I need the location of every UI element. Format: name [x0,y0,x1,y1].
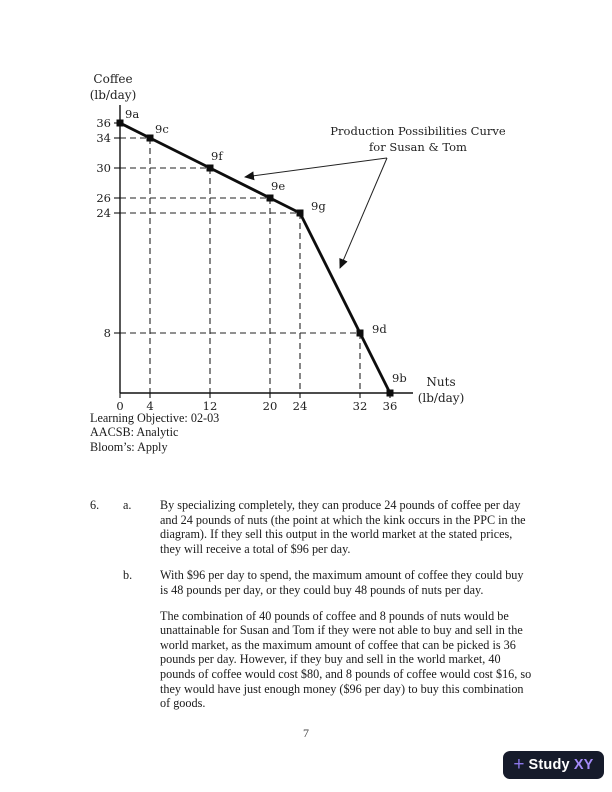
x-axis-title-line2: (lb/day) [417,391,465,405]
annotation-line2: for Susan & Tom [369,140,467,154]
part-a-paragraph-1: By specializing completely, they can produce 24 pounds of coffee per day and 24 pounds of nuts (the point at which the kink occurs in the PPC in the diagram). If they sell this output in the world market at the stated prices, they will receive a total of $96 per day. [160,498,526,556]
point-label-9a: 9a [125,107,140,121]
part-a-text [160,498,532,556]
point-label-9d: 9d [372,322,387,336]
point-marker-9g [297,210,304,217]
studyxy-logo[interactable] [503,751,604,779]
y-axis-title-line1: Coffee [93,72,133,86]
point-label-9e: 9e [271,179,286,193]
x-tick-label-0: 0 [116,399,124,410]
x-tick-label-24: 24 [292,399,308,410]
part-b-paragraph-1: With $96 per day to spend, the maximum amount of coffee they could buy is 48 pounds per day, or they could buy 48 pounds of nuts per day. [160,568,524,597]
question-part-a [90,498,527,556]
x-tick-label-36: 36 [382,399,398,410]
learning-objective-line: Learning Objective: 02-03 [90,411,220,425]
part-b-paragraph-2: The combination of 40 pounds of coffee and 8 pounds of nuts would be unattainable for Susan and Tom if they were not able to buy and sell in the world market, as the maximum amount of coffee that can be picked is 36 pounds per day. However, if they buy and sell in the world market, 40 pounds of coffee would cost $80, and 8 pounds of coffee would cost $16, so they would have just enough money ($96 per day) to buy this combination of goods. [160,608,532,711]
blooms-line: Bloom’s: Apply [90,439,168,454]
page-number: 7 [303,726,309,740]
question-6 [90,498,532,711]
part-b-letter: b. [123,568,133,583]
point-label-9b: 9b [392,371,407,385]
x-tick-label-20: 20 [262,399,278,410]
point-label-9c: 9c [155,122,169,136]
aacsb-line: AACSB: Analytic [90,425,179,440]
y-tick-label-24: 24 [96,206,111,220]
ppc-figure [35,60,505,410]
y-axis-title-line2: (lb/day) [89,88,137,102]
point-marker-9b [387,390,394,397]
y-tick-label-36: 36 [96,116,111,130]
y-tick-label-34: 34 [96,131,111,145]
point-marker-9d [357,330,364,337]
annotation-arrow-flat-segment [245,158,387,177]
point-marker-9a [117,120,124,127]
ppc-chart [35,60,505,410]
point-marker-9f [207,165,214,172]
point-label-9g: 9g [311,199,326,213]
logo-text-accent: XY [573,757,594,773]
y-tick-label-8: 8 [103,326,111,340]
point-marker-9e [267,195,274,202]
y-tick-label-30: 30 [96,161,111,175]
x-tick-label-12: 12 [202,399,218,410]
part-b-text [160,568,532,710]
point-marker-9c [147,135,154,142]
x-tick-label-4: 4 [146,399,154,410]
point-label-9f: 9f [211,149,223,163]
x-tick-label-32: 32 [352,399,368,410]
part-a-letter: a. [123,498,132,512]
annotation-line1: Production Possibilities Curve [330,124,505,138]
y-tick-label-26: 26 [96,191,111,205]
logo-text-primary: Study [528,757,570,773]
metadata-block [90,411,219,454]
plus-icon: + [513,753,525,775]
annotation-arrow-steep-segment [340,158,387,268]
x-axis-title-line1: Nuts [426,375,456,389]
question-number: 6. [90,498,100,512]
question-part-b [90,568,532,711]
